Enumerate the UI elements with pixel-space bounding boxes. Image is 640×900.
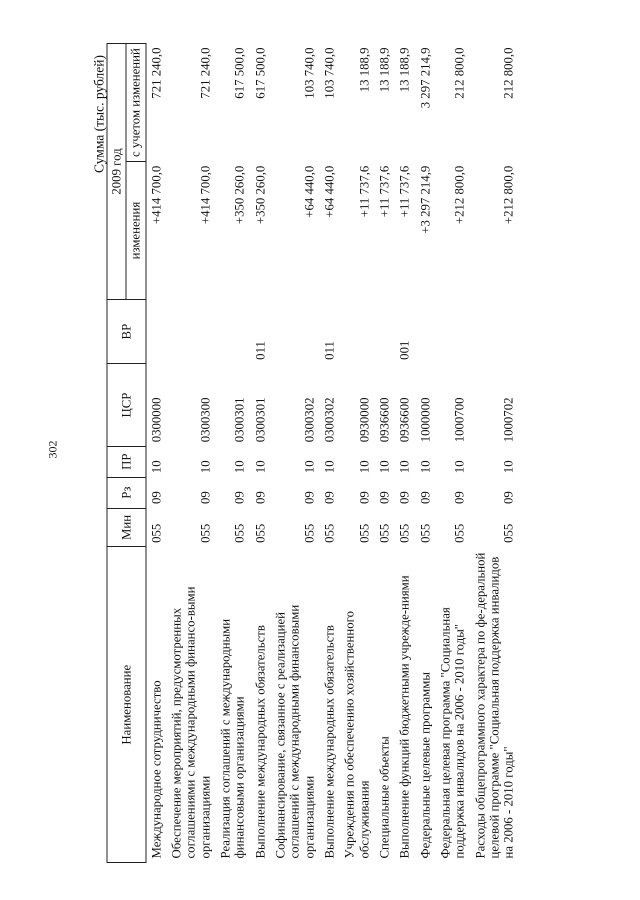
table-row	[395, 44, 415, 863]
cell-change: +414 700,0	[198, 165, 213, 225]
cell-min: 055	[377, 523, 392, 543]
cell-change: +64 440,0	[302, 165, 317, 218]
cell-change: +11 737,6	[357, 165, 372, 218]
cell-rz: 09	[501, 491, 516, 505]
cell-min: 055	[302, 523, 317, 543]
cell-total: 13 188,9	[357, 47, 372, 93]
cell-pr: 10	[397, 460, 412, 474]
cell-total: 212 800,0	[501, 47, 516, 99]
page-number: 302	[45, 440, 60, 459]
cell-vr	[470, 299, 519, 363]
cell-pr: 10	[302, 460, 317, 474]
cell-pr: 10	[198, 460, 213, 474]
cell-pr: 10	[253, 460, 268, 474]
cell-min: 055	[198, 523, 213, 543]
cell-name: Обеспечение мероприятий, предусмотренных соглашениями с международными финансо-выми организациями	[169, 586, 213, 859]
cell-rz: 09	[198, 491, 213, 505]
header-changes: изменения	[126, 162, 145, 300]
cell-rz: 09	[452, 491, 467, 505]
cell-total: 103 740,0	[302, 47, 317, 99]
cell-name: Выполнение международных обязательств	[253, 625, 268, 859]
table-row	[374, 44, 394, 863]
cell-csr: 0300000	[149, 397, 164, 443]
cell-name: Учреждения по обеспечению хозяйственного обслуживания	[342, 611, 372, 859]
cell-name: Софинансирование, связанное с реализацией соглашений с международными финансовыми организациями	[273, 604, 317, 859]
cell-rz: 09	[397, 491, 412, 505]
cell-total: 3 297 214,9	[418, 47, 433, 109]
cell-vr	[340, 299, 375, 363]
cell-min: 055	[253, 523, 268, 543]
cell-name: Выполнение международных обязательств	[322, 625, 337, 859]
cell-total: 617 500,0	[232, 47, 247, 99]
budget-table	[107, 43, 520, 863]
cell-min: 055	[397, 523, 412, 543]
cell-pr: 10	[418, 460, 433, 474]
cell-total: 721 240,0	[198, 47, 213, 99]
cell-change: +11 737,6	[397, 165, 412, 218]
cell-pr: 10	[322, 460, 337, 474]
table-row	[166, 44, 215, 863]
cell-pr: 10	[501, 460, 516, 474]
cell-name: Реализация соглашений с международными финансовыми организациями	[218, 618, 247, 859]
cell-csr: 0300302	[322, 397, 337, 443]
table-row	[250, 44, 270, 863]
cell-csr: 1000700	[452, 397, 467, 443]
table-row	[415, 44, 435, 863]
cell-change: +212 800,0	[501, 165, 516, 225]
cell-total: 13 188,9	[397, 47, 412, 93]
cell-pr: 10	[232, 460, 247, 474]
cell-name: Международное сотрудничество	[149, 680, 164, 859]
header-name: Наименование	[107, 547, 146, 863]
table-body	[146, 44, 519, 863]
cell-change: +64 440,0	[322, 165, 337, 218]
cell-total: 103 740,0	[322, 47, 337, 99]
cell-csr: 1000000	[418, 397, 433, 443]
cell-rz: 09	[149, 491, 164, 505]
cell-change: +3 297 214,9	[418, 165, 433, 234]
cell-total: 721 240,0	[149, 47, 164, 99]
header-pr: ПР	[107, 446, 146, 477]
cell-rz: 09	[377, 491, 392, 505]
cell-total: 13 188,9	[377, 47, 392, 93]
cell-vr	[415, 299, 435, 363]
cell-csr: 1000702	[501, 397, 516, 443]
sum-caption: Сумма (тыс. рублей)	[91, 55, 107, 173]
cell-vr	[215, 299, 250, 363]
header-csr: ЦСР	[107, 364, 146, 446]
cell-name: Федеральные целевые программы	[418, 672, 433, 859]
cell-csr: 0936600	[397, 397, 412, 443]
cell-change: +350 260,0	[232, 165, 247, 225]
table-row	[470, 44, 519, 863]
cell-min: 055	[452, 523, 467, 543]
cell-csr: 0300300	[198, 397, 213, 443]
cell-min: 055	[232, 523, 247, 543]
cell-vr	[374, 299, 394, 363]
cell-pr: 10	[452, 460, 467, 474]
cell-vr	[435, 299, 470, 363]
cell-vr: 001	[397, 340, 412, 360]
rotated-page	[92, 43, 557, 863]
cell-csr: 0300301	[253, 397, 268, 443]
table-row	[340, 44, 375, 863]
cell-rz: 09	[302, 491, 317, 505]
cell-csr: 0300301	[232, 397, 247, 443]
cell-change: +212 800,0	[452, 165, 467, 225]
table-row	[270, 44, 319, 863]
header-rz: Рз	[107, 477, 146, 508]
cell-min: 055	[149, 523, 164, 543]
table-row	[146, 44, 167, 863]
cell-vr: 011	[253, 341, 268, 360]
cell-vr: 011	[322, 341, 337, 360]
cell-rz: 09	[418, 491, 433, 505]
cell-change: +11 737,6	[377, 165, 392, 218]
cell-change: +350 260,0	[253, 165, 268, 225]
cell-rz: 09	[322, 491, 337, 505]
table-row	[435, 44, 470, 863]
cell-name: Выполнение функций бюджетными учрежде-ниями	[397, 575, 412, 859]
cell-change: +414 700,0	[149, 165, 164, 225]
cell-min: 055	[322, 523, 337, 543]
header-vr: ВР	[107, 299, 146, 363]
cell-vr	[166, 299, 215, 363]
cell-rz: 09	[357, 491, 372, 505]
cell-total: 617 500,0	[253, 47, 268, 99]
cell-min: 055	[357, 523, 372, 543]
cell-pr: 10	[149, 460, 164, 474]
cell-min: 055	[418, 523, 433, 543]
cell-pr: 10	[357, 460, 372, 474]
cell-vr	[146, 299, 167, 363]
table-row	[319, 44, 339, 863]
header-with-changes: с учетом изменений	[126, 44, 145, 162]
cell-pr: 10	[377, 460, 392, 474]
cell-min: 055	[501, 523, 516, 543]
cell-name: Расходы общепрограммного характера по фе-деральной целевой программе "Социальная поддержка инвалидов на 2006 - 2010 годы"	[473, 552, 516, 859]
header-min: Мин	[107, 508, 146, 547]
cell-csr: 0936600	[377, 397, 392, 443]
cell-name: Специальные объекты	[377, 736, 392, 859]
header-year: 2009 год	[107, 44, 126, 300]
cell-rz: 09	[253, 491, 268, 505]
cell-vr	[270, 299, 319, 363]
cell-rz: 09	[232, 491, 247, 505]
cell-name: Федеральная целевая программа "Социальная поддержка инвалидов на 2006 - 2010 годы"	[438, 607, 467, 859]
cell-csr: 0930000	[357, 397, 372, 443]
cell-total: 212 800,0	[452, 47, 467, 99]
cell-csr: 0300302	[302, 397, 317, 443]
table-row	[215, 44, 250, 863]
